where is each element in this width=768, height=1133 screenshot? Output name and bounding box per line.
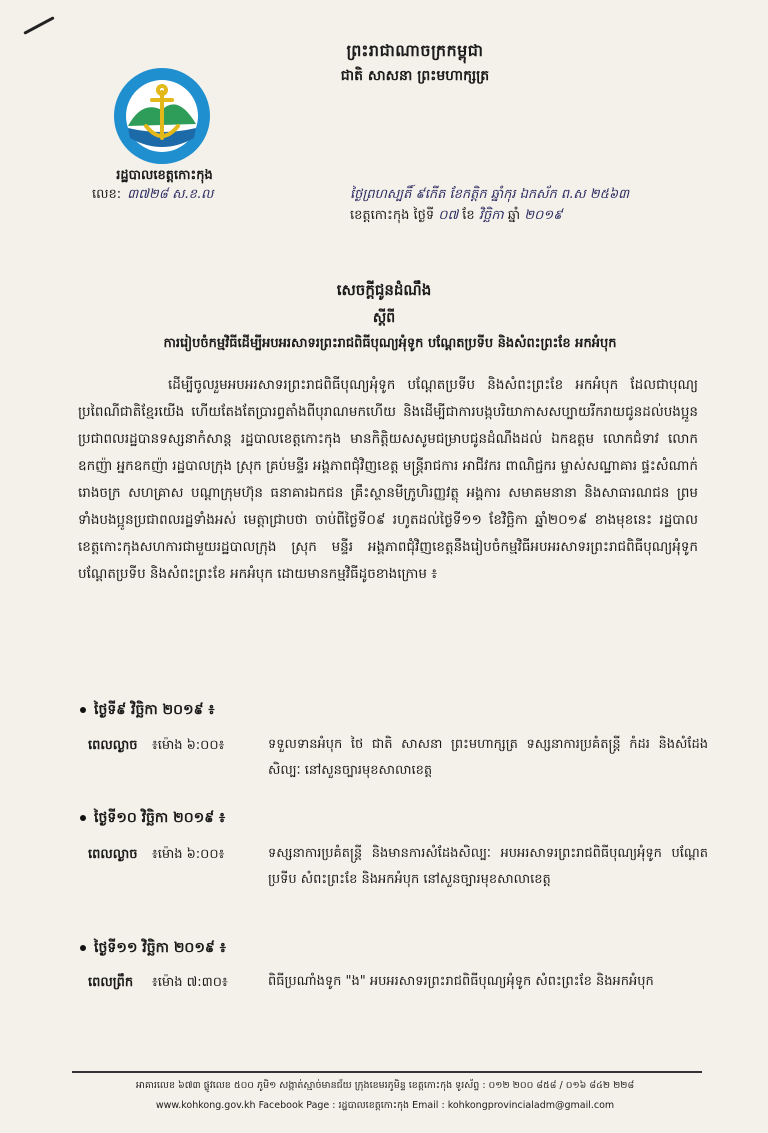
footer-address: អាគារលេខ ៦៧៣ ផ្លូវលេខ ៥០០ ភូមិ១ សង្កាត់ស្មាច់មានជ័យ ក្រុងខេមរភូមិន្ទ ខេត្តកោះកុង ទូរស័ព្ទ : ០១២ ២០០ ៨៥៨ / ០១៦ ៨៤២ ២២៨ xyxy=(135,1080,635,1091)
footer-email: kohkongprovincialadm@gmail.com xyxy=(447,1100,615,1111)
kingdom-header: ព្រះរាជាណាចក្រកម្ពុជា xyxy=(346,41,484,60)
day-label: ថ្ងៃទី១១ វិច្ឆិកា ២០១៩ ៖ xyxy=(94,940,226,956)
regarding-label: ស្តីពី xyxy=(372,310,396,326)
provincial-seal-logo xyxy=(112,66,212,166)
lunar-date: ថ្ងៃព្រហស្បតិ៍ ៩កើត ខែកត្តិក ឆ្នាំកុរ ឯកស័ក ព.ស ២៥៦៣ xyxy=(350,187,630,202)
date-year: ២០១៩ xyxy=(524,208,563,223)
bullet-icon xyxy=(80,815,86,821)
month-label: ខែ xyxy=(462,208,475,223)
reference-number xyxy=(92,186,213,205)
place-label: ខេត្តកោះកុង ថ្ងៃទី xyxy=(350,208,435,223)
pen-mark xyxy=(23,16,54,35)
national-motto: ជាតិ សាសនា ព្រះមហាក្សត្រ xyxy=(340,68,490,84)
bullet-icon xyxy=(80,707,86,713)
day-label: ថ្ងៃទី១០ វិច្ឆិកា ២០១៩ ៖ xyxy=(94,810,226,826)
footer-website: www.kohkong.gov.kh xyxy=(155,1100,256,1111)
schedule-day-1 xyxy=(80,700,215,721)
footer-divider xyxy=(72,1071,702,1073)
slot-time: ៖ម៉ោង ៦:០០៖ xyxy=(152,738,225,753)
slot-period: ពេលល្ងាច xyxy=(88,847,138,862)
footer-email-label: Email : xyxy=(412,1100,445,1111)
day-label: ថ្ងៃទី៩ វិច្ឆិកា ២០១៩ ៖ xyxy=(94,702,215,718)
footer-contacts xyxy=(60,1099,710,1113)
schedule-day-3 xyxy=(80,938,226,959)
year-label: ឆ្នាំ xyxy=(507,208,521,223)
body-paragraph: ដើម្បីចូលរួមអបអរសាទរព្រះរាជពិធីបុណ្យអុំទូក បណ្តែតប្រទីប និងសំពះព្រះខែ អកអំបុក ដែលជាបុណ្យប្រពៃណីជាតិខ្មែរយើង ហើយតែងតែប្រារព្ធតាំងពីបុរាណមកហើយ និងដើម្បីជាការបង្កបរិយាកាសសប្បាយរីករាយជូនដល់បងប្អូនប្រជាពលរដ្ឋបានទស្សនាកំសាន្ត រដ្ឋបាលខេត្តកោះកុង មានកិត្តិយសសូមជម្រាបជូនដំណឹងដល់ ឯកឧត្តម លោកជំទាវ លោកឧកញ៉ា អ្នកឧកញ៉ា រដ្ឋបាលក្រុង ស្រុក គ្រប់មន្ទីរ អង្គភាពជុំវិញខេត្ត មន្ត្រីរាជការ អាជីវករ ពាណិជ្ជករ ម្ចាស់សណ្ឋាគារ ផ្ទះសំណាក់ រោងចក្រ សហគ្រាស បណ្តាក្រុមហ៊ុន ធនាគារឯកជន គ្រឹះស្ថានមីក្រូហិរញ្ញវត្ថុ អង្គការ សមាគមនានា និងសាធារណជន ព្រមទាំងបងប្អូនប្រជាពលរដ្ឋទាំងអស់ មេត្តាជ្រាបថា ចាប់ពីថ្ងៃទី០៩ រហូតដល់ថ្ងៃទី១១ ខែវិច្ឆិកា ឆ្នាំ២០១៩ ខាងមុខនេះ រដ្ឋបាលខេត្តកោះកុងសហការជាមួយរដ្ឋបាលក្រុង ស្រុក មន្ទីរ អង្គភាពជុំវិញខេត្តនឹងរៀបចំកម្មវិធីអបអរសាទរព្រះរាជពិធីបុណ្យអុំទូក បណ្តែតប្រទីប និងសំពះព្រះខែ អកអំបុក ដោយមានកម្មវិធីដូចខាងក្រោម ៖ xyxy=(78,377,698,582)
footer-facebook: រដ្ឋបាលខេត្តកោះកុង xyxy=(338,1100,410,1111)
slot-description: ពិធីប្រណាំងទូក "ង" អបអរសាទរព្រះរាជពិធីបុណ្យអុំទូក សំពះព្រះខែ និងអកអំបុក xyxy=(268,974,654,989)
schedule-day-2 xyxy=(80,808,225,829)
footer-facebook-label: Facebook Page : xyxy=(258,1100,336,1111)
issuer-name: រដ្ឋបាលខេត្តកោះកុង xyxy=(116,168,213,183)
slot-time: ៖ម៉ោង ៦:០០៖ xyxy=(152,847,225,862)
slot-description: ទស្សនាការប្រគំតន្ត្រី និងមានការសំដែងសិល្បៈ អបអរសាទរព្រះរាជពិធីបុណ្យអុំទូក បណ្តែតប្រទីប សំពះព្រះខែ និងអកអំបុក នៅសួនច្បារមុខសាលាខេត្ត xyxy=(268,846,708,887)
date-day: ០៧ xyxy=(438,208,459,223)
reference-label: លេខ: xyxy=(92,187,122,202)
slot-period: ពេលព្រឹក xyxy=(88,975,134,990)
document-subject: ការរៀបចំកម្មវិធីដើម្បីអបអរសាទរព្រះរាជពិធីបុណ្យអុំទូក បណ្តែតប្រទីប និងសំពះព្រះខែ អកអំបុក xyxy=(163,336,617,351)
solar-date xyxy=(350,207,562,226)
date-month: វិច្ឆិកា xyxy=(478,208,504,223)
document-type: សេចក្តីជូនដំណឹង xyxy=(336,281,432,299)
slot-description: ទទួលទានអំបុក ថៃ ជាតិ សាសនា ព្រះមហាក្សត្រ ទស្សនាការប្រគំតន្ត្រី កំដរ និងសំដែងសិល្បៈ នៅសួនច្បារមុខសាលាខេត្ត xyxy=(268,737,708,778)
reference-value: ៣៧២៨ ស.ខ.ល xyxy=(127,187,214,202)
slot-period: ពេលល្ងាច xyxy=(88,738,138,753)
slot-time: ៖ម៉ោង ៧:៣០៖ xyxy=(152,975,228,990)
bullet-icon xyxy=(80,945,86,951)
